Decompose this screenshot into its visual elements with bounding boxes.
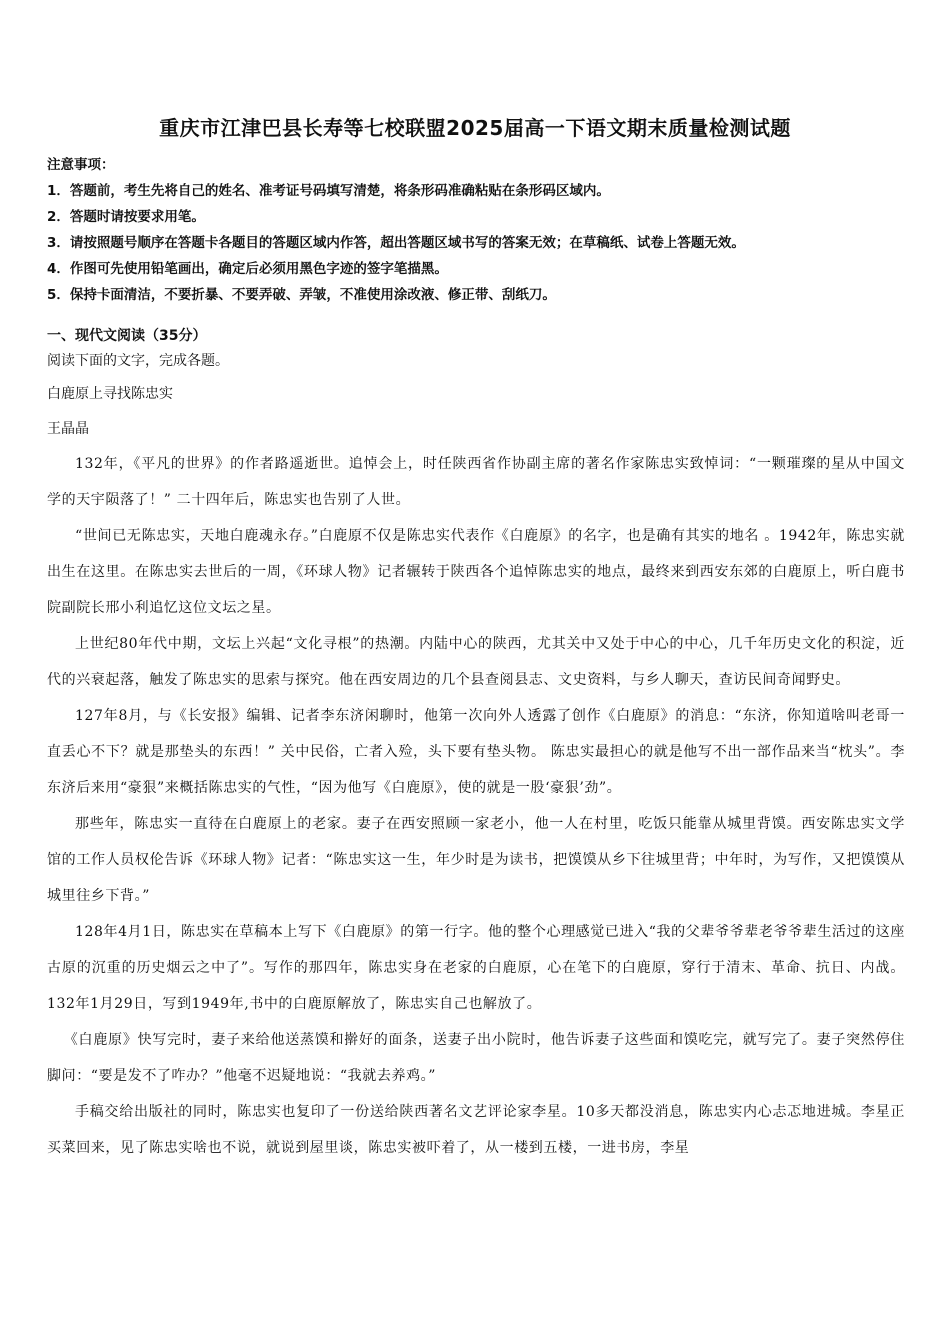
article-paragraph: 132年，《平凡的世界》的作者路遥逝世。追悼会上，时任陕西省作协副主席的著名作家陈忠实致悼词：“一颗璀璨的星从中国文学的天宇陨落了！” 二十四年后，陈忠实也告别了人世。 [47, 456, 905, 508]
notice-heading: 注意事项： [47, 157, 115, 173]
section-heading: 一、现代文阅读（35分） [47, 328, 207, 344]
article-paragraph: 127年8月，与《长安报》编辑、记者李东济闲聊时，他第一次向外人透露了创作《白鹿原》的消息：“东济，你知道啥叫老哥一直丢心不下？就是那垫头的东西！” 关中民俗，亡者入殓，头下要有垫头物。 陈忠实最担心的就是他写不出一部作品来当“枕头”。李东济后来用“豪狠”来概括陈忠实的气性，“因为他写《白鹿原》，使的就是一股‘豪狠’劲”。 [47, 708, 905, 796]
notice-item: 3．请按照题号顺序在答题卡各题目的答题区域内作答，超出答题区域书写的答案无效；在草稿纸、试卷上答题无效。 [47, 235, 745, 251]
notice-item: 2．答题时请按要求用笔。 [47, 209, 205, 225]
article-paragraph: 那些年，陈忠实一直待在白鹿原上的老家。妻子在西安照顾一家老小，他一人在村里，吃饭只能靠从城里背馍。西安陈忠实文学馆的工作人员权伦告诉《环球人物》记者：“陈忠实这一生，年少时是为读书，把馍馍从乡下往城里背；中年时，为写作，又把馍馍从城里往乡下背。” [47, 816, 905, 904]
article-author: 王晶晶 [47, 421, 89, 437]
article-paragraph: “世间已无陈忠实，天地白鹿魂永存。”白鹿原不仅是陈忠实代表作《白鹿原》的名字，也是确有其实的地名 。1942年，陈忠实就出生在这里。在陈忠实去世后的一周，《环球人物》记者辗转于陕西各个追悼陈忠实的地点，最终来到西安东郊的白鹿原上，听白鹿书院副院长邢小利追忆这位文坛之星。 [47, 528, 905, 616]
article-body [47, 446, 905, 1166]
notice-item: 4．作图可先使用铅笔画出，确定后必须用黑色字迹的签字笔描黑。 [47, 261, 448, 277]
article-title: 白鹿原上寻找陈忠实 [47, 386, 173, 402]
section-instruction: 阅读下面的文字，完成各题。 [47, 353, 229, 369]
article-paragraph: 《白鹿原》快写完时，妻子来给他送蒸馍和擀好的面条，送妻子出小院时，他告诉妻子这些面和馍吃完，就写完了。妻子突然停住脚问：“要是发不了咋办？”他毫不迟疑地说：“我就去养鸡。” [47, 1032, 905, 1084]
exam-title: 重庆市江津巴县长寿等七校联盟2025届高一下语文期末质量检测试题 [159, 116, 791, 140]
notice-block [47, 152, 917, 308]
article-paragraph: 上世纪80年代中期，文坛上兴起“文化寻根”的热潮。内陆中心的陕西，尤其关中又处于中心的中心，几千年历史文化的积淀，近代的兴衰起落，触发了陈忠实的思索与探究。他在西安周边的几个县查阅县志、文史资料，与乡人聊天，查访民间奇闻野史。 [47, 636, 905, 688]
notice-item: 5．保持卡面清洁，不要折暴、不要弄破、弄皱，不准使用涂改液、修正带、刮纸刀。 [47, 287, 556, 303]
article-paragraph: 128年4月1日，陈忠实在草稿本上写下《白鹿原》的第一行字。他的整个心理感觉已进入“我的父辈爷爷辈老爷爷辈生活过的这座古原的沉重的历史烟云之中了”。写作的那四年，陈忠实身在老家的白鹿原，心在笔下的白鹿原，穿行于清末、革命、抗日、内战。132年1月29日，写到1949年,书中的白鹿原解放了，陈忠实自己也解放了。 [47, 924, 905, 1012]
notice-item: 1．答题前，考生先将自己的姓名、准考证号码填写清楚，将条形码准确粘贴在条形码区域内。 [47, 183, 610, 199]
article-paragraph: 手稿交给出版社的同时，陈忠实也复印了一份送给陕西著名文艺评论家李星。10多天都没消息，陈忠实内心忐忑地进城。李星正买菜回来，见了陈忠实啥也不说，就说到屋里谈，陈忠实被吓着了，从一楼到五楼，一进书房，李星 [47, 1104, 905, 1156]
